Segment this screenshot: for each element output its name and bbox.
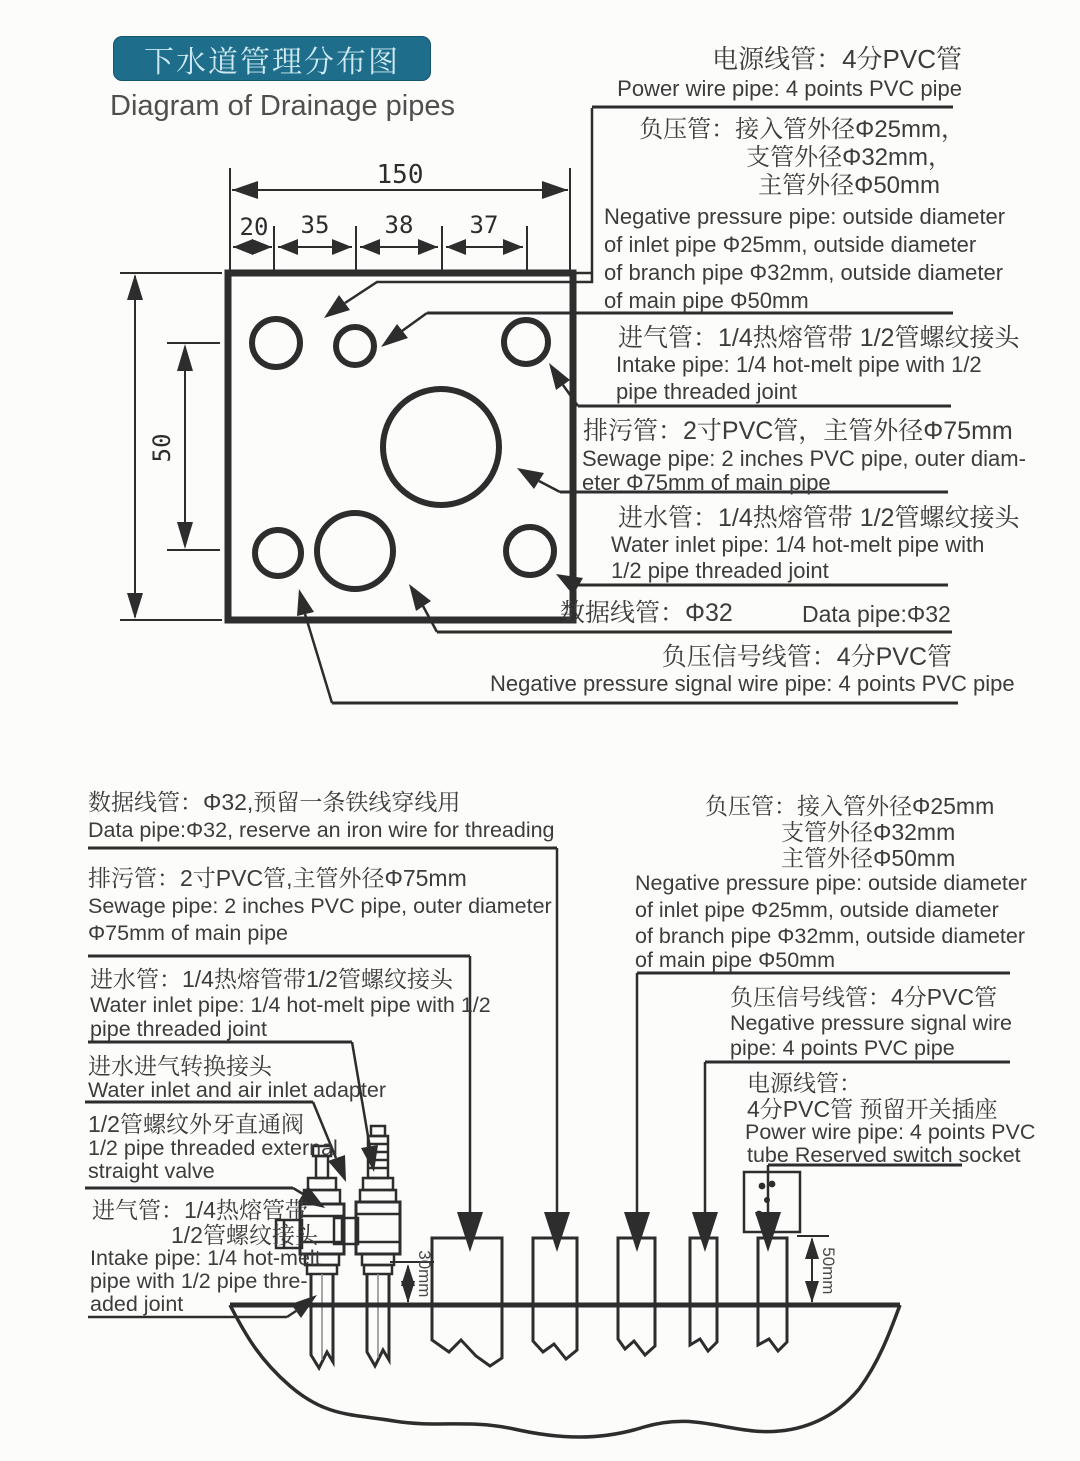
label-water-zh: 进水管：1/4热熔管带 1/2管螺纹接头 [618, 504, 1020, 532]
label-bl-sewage-zh: 排污管：2寸PVC管,主管外径Φ75mm [88, 865, 467, 891]
label-power-en: Power wire pipe: 4 points PVC pipe [617, 76, 962, 101]
label-bl-water-zh: 进水管：1/4热熔管带1/2管螺纹接头 [90, 966, 453, 992]
plate-holes [252, 319, 554, 589]
label-bl-sewage-en2: Φ75mm of main pipe [88, 921, 288, 945]
label-bl-adapter-en: Water inlet and air inlet adapter [88, 1078, 386, 1102]
label-nps-en: Negative pressure signal wire pipe: 4 points PVC pipe [490, 671, 1015, 696]
label-nps-zh: 负压信号线管：4分PVC管 [661, 643, 952, 671]
label-br-np-zh3: 主管外径Φ50mm [781, 845, 956, 871]
label-np-en3: of branch pipe Φ32mm, outside diameter [604, 260, 1004, 285]
label-bl-data-zh: 数据线管：Φ32,预留一条铁线穿线用 [88, 789, 461, 815]
callout-leaders-top [297, 108, 592, 703]
label-np-zh3: 主管外径Φ50mm [758, 172, 940, 199]
label-bl-intake-zh2: 1/2管螺纹接头 [171, 1222, 318, 1248]
label-sewage-en2: eter Φ75mm of main pipe [582, 470, 831, 495]
stub-pipes [432, 1238, 787, 1366]
label-br-np-en1: Negative pressure pipe: outside diameter [635, 871, 1027, 895]
label-br-power-en1: Power wire pipe: 4 points PVC [745, 1120, 1036, 1144]
label-np-en2: of inlet pipe Φ25mm, outside diameter [604, 232, 977, 257]
label-intake-en1: Intake pipe: 1/4 hot-melt pipe with 1/2 [616, 352, 982, 377]
label-intake-en2: pipe threaded joint [616, 379, 798, 404]
label-power-zh: 电源线管：4分PVC管 [712, 44, 962, 74]
label-br-nps-en1: Negative pressure signal wire [730, 1011, 1013, 1035]
label-br-np-en3: of branch pipe Φ32mm, outside diameter [635, 924, 1026, 948]
label-br-nps-en2: pipe: 4 points PVC pipe [730, 1036, 955, 1060]
page-title-en: Diagram of Drainage pipes [110, 90, 455, 122]
label-data-en: Data pipe:Φ32 [802, 601, 951, 627]
label-intake-zh: 进气管：1/4热熔管带 1/2管螺纹接头 [618, 324, 1020, 352]
label-br-np-en2: of inlet pipe Φ25mm, outside diameter [635, 898, 999, 922]
label-data-zh: 数据线管：Φ32 [560, 599, 733, 627]
dim-50: 50 [148, 433, 177, 463]
label-bl-data-en: Data pipe:Φ32, reserve an iron wire for threading [88, 818, 555, 842]
label-br-nps-zh: 负压信号线管：4分PVC管 [730, 984, 998, 1010]
label-bl-adapter-zh: 进水进气转换接头 [88, 1053, 272, 1079]
label-np-en4: of main pipe Φ50mm [604, 288, 809, 313]
label-bl-intake-en2: pipe with 1/2 pipe thre- [90, 1269, 308, 1293]
label-bl-intake-zh1: 进气管：1/4热熔管带 [92, 1197, 308, 1223]
label-bl-valve-en2: straight valve [88, 1159, 215, 1183]
dim-150: 150 [376, 160, 424, 190]
dim-30mm: 30mm [414, 1250, 434, 1298]
label-br-power-zh1: 电源线管： [747, 1070, 862, 1096]
label-bl-water-en1: Water inlet pipe: 1/4 hot-melt pipe with 1/2 [90, 993, 491, 1017]
label-sewage-en1: Sewage pipe: 2 inches PVC pipe, outer diam- [582, 446, 1026, 471]
label-np-zh1: 负压管：接入管外径Φ25mm， [639, 116, 965, 143]
label-br-power-zh2: 4分PVC管 预留开关插座 [747, 1096, 998, 1122]
dim-50mm: 50mm [818, 1247, 838, 1295]
label-np-en1: Negative pressure pipe: outside diameter [604, 204, 1006, 229]
label-br-np-en4: of main pipe Φ50mm [635, 948, 835, 972]
dim-37: 37 [469, 211, 499, 239]
label-water-en2: 1/2 pipe threaded joint [611, 558, 829, 583]
label-bl-intake-en3: aded joint [90, 1292, 184, 1316]
label-bl-intake-en1: Intake pipe: 1/4 hot-melt [90, 1246, 321, 1270]
label-br-np-zh1: 负压管：接入管外径Φ25mm [705, 793, 995, 819]
label-np-zh2: 支管外径Φ32mm， [746, 144, 952, 171]
dim-35: 35 [300, 211, 330, 239]
label-br-power-en2: tube Reserved switch socket [747, 1143, 1021, 1167]
label-bl-valve-zh: 1/2管螺纹外牙直通阀 [88, 1111, 304, 1137]
plate-outline [228, 273, 573, 620]
label-br-np-zh2: 支管外径Φ32mm [781, 819, 956, 845]
label-bl-water-en2: pipe threaded joint [90, 1017, 267, 1041]
label-water-en1: Water inlet pipe: 1/4 hot-melt pipe with [611, 532, 985, 557]
label-sewage-zh: 排污管：2寸PVC管，主管外径Φ75mm [583, 417, 1013, 445]
ground-wave [230, 1305, 900, 1437]
label-bl-valve-en1: 1/2 pipe threaded external [88, 1136, 338, 1160]
title-banner [113, 36, 431, 81]
dim-38: 38 [384, 211, 414, 239]
label-bl-sewage-en1: Sewage pipe: 2 inches PVC pipe, outer diameter [88, 894, 552, 918]
page-title-zh: 下水道管理分布图 [144, 45, 400, 79]
dim-20: 20 [239, 213, 269, 241]
